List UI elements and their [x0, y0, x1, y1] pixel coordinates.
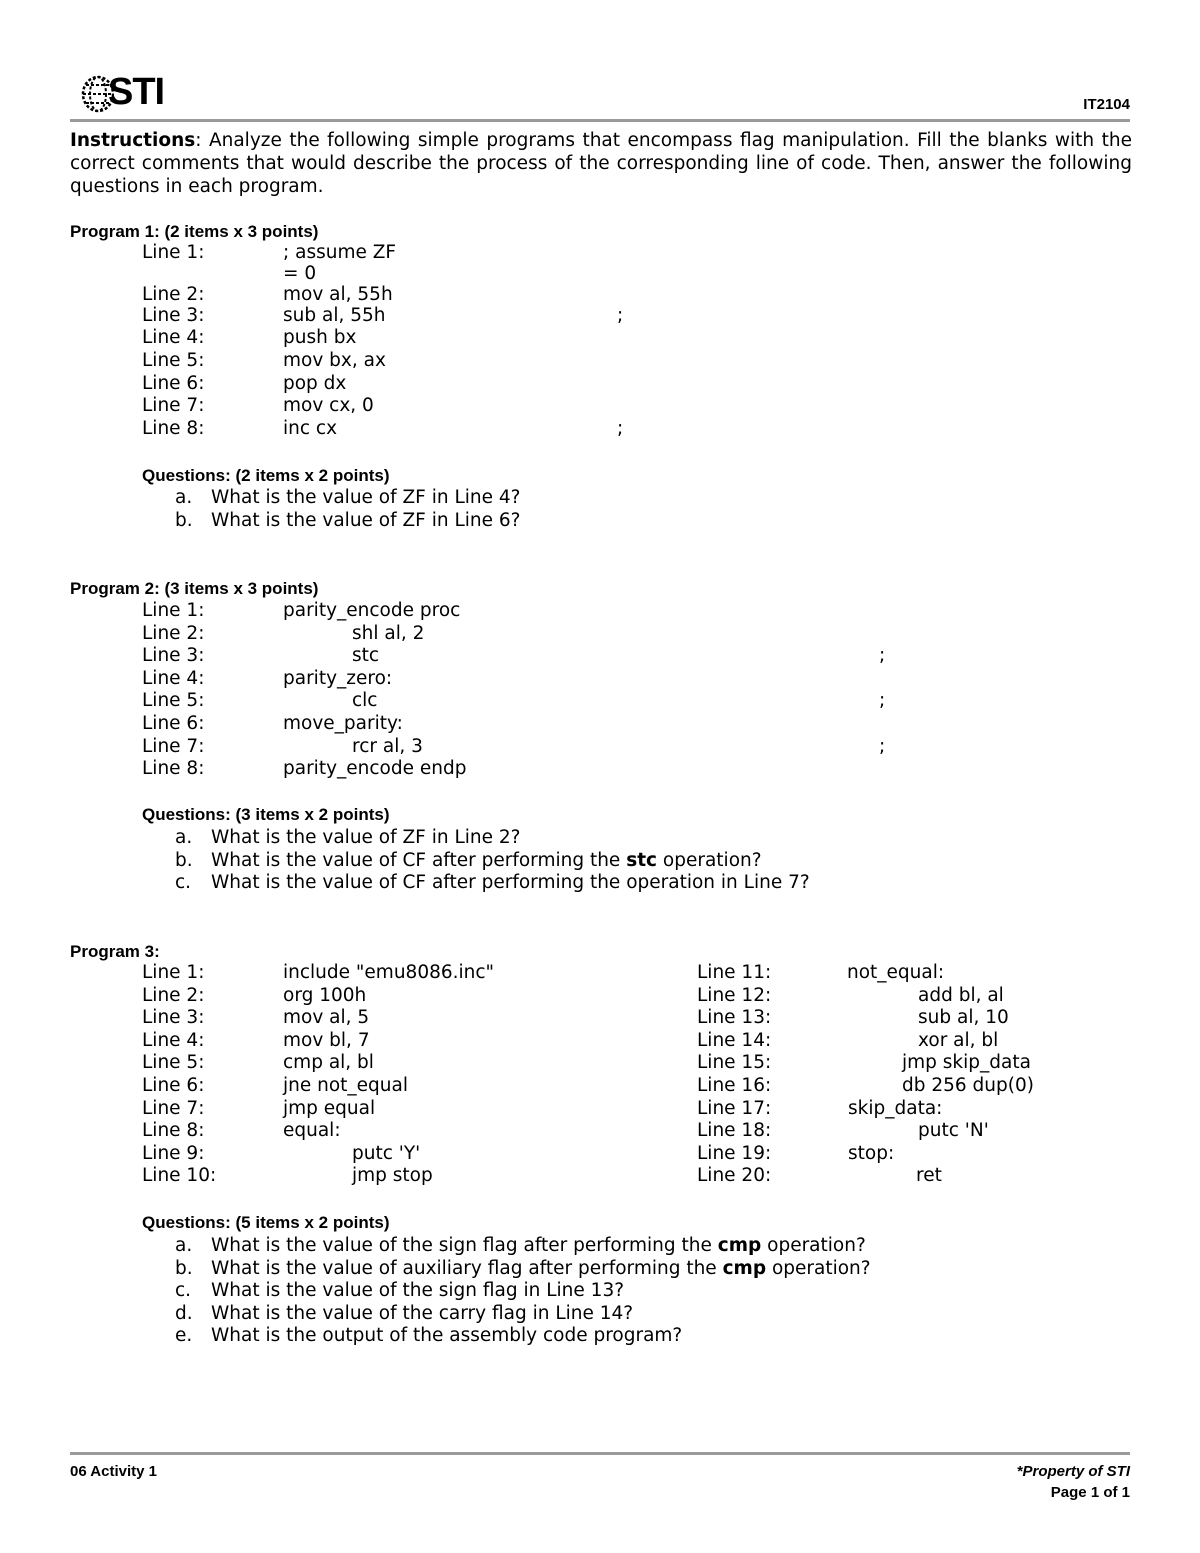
- code-line-code-cont: = 0: [283, 263, 317, 284]
- code-line-code: mov bl, 7: [283, 1029, 370, 1051]
- question-text-pre: What is the value of the sign flag after performing the: [211, 1235, 718, 1256]
- code-line-label: Line 17:: [697, 1097, 772, 1119]
- question-letter: a.: [175, 487, 193, 508]
- code-line-code: putc 'N': [918, 1120, 989, 1142]
- question-letter: c.: [175, 1280, 192, 1302]
- code-line-label: Line 16:: [697, 1075, 772, 1096]
- code-line-code: stop:: [848, 1142, 895, 1164]
- code-line-label: Line 7:: [142, 1097, 205, 1119]
- code-line-code: push bx: [283, 327, 357, 348]
- code-line-label: Line 15:: [697, 1052, 772, 1074]
- code-line-code: pop dx: [283, 373, 347, 394]
- question-letter: b.: [175, 1257, 193, 1279]
- code-line-code: jmp skip_data: [902, 1052, 1031, 1074]
- code-line-label: Line 13:: [697, 1007, 772, 1029]
- code-line-label: Line 8:: [142, 758, 205, 780]
- code-line-code: add bl, al: [918, 984, 1004, 1006]
- program2-title: Program 2: (3 items x 3 points): [70, 579, 319, 598]
- sti-logo: [80, 71, 166, 114]
- code-line-label: Line 8:: [142, 1120, 205, 1142]
- code-line-label: Line 8:: [142, 418, 205, 439]
- code-line-label: Line 4:: [142, 327, 205, 348]
- code-line-label: Line 5:: [142, 1052, 205, 1074]
- instructions-label: Instructions: [70, 130, 196, 151]
- comment-blank: ;: [617, 418, 624, 439]
- question-text-post: operation?: [657, 849, 762, 871]
- code-line-code: include "emu8086.inc": [283, 962, 495, 983]
- question-text-pre: What is the value of auxiliary flag after performing the: [211, 1257, 723, 1279]
- program2-questions-title: Questions: (3 items x 2 points): [142, 805, 390, 824]
- code-line-label: Line 3:: [142, 305, 205, 326]
- code-line-label: Line 3:: [142, 645, 205, 667]
- question-text-post: operation?: [761, 1235, 866, 1256]
- code-line-code: jne not_equal: [283, 1075, 409, 1096]
- code-line-code: not_equal:: [847, 962, 945, 983]
- code-line-label: Line 20:: [697, 1165, 772, 1187]
- comment-blank: ;: [879, 645, 886, 667]
- question-text: What is the value of ZF in Line 2?: [211, 827, 521, 848]
- code-line-code: jmp stop: [352, 1165, 433, 1187]
- code-line-code: sub al, 10: [918, 1007, 1009, 1029]
- code-line-label: Line 7:: [142, 735, 205, 757]
- question-letter: c.: [175, 872, 192, 894]
- question-keyword: cmp: [722, 1257, 767, 1279]
- code-line-code: sub al, 55h: [283, 305, 386, 326]
- code-line-label: Line 19:: [697, 1142, 772, 1164]
- question-keyword: cmp: [717, 1235, 762, 1256]
- question-text-pre: What is the value of CF after performing the: [211, 849, 627, 871]
- code-line-code: move_parity:: [283, 713, 403, 734]
- question-letter: b.: [175, 849, 193, 871]
- footer-property: *Property of STI: [1016, 1463, 1130, 1480]
- code-line-label: Line 1:: [142, 600, 205, 621]
- footer-page: Page 1 of 1: [1050, 1484, 1130, 1501]
- question-text: What is the value of ZF in Line 4?: [211, 487, 521, 508]
- code-line-code: clc: [352, 690, 378, 712]
- code-line-label: Line 1:: [142, 242, 205, 263]
- comment-blank: ;: [617, 305, 624, 326]
- logo-text: STI: [108, 71, 165, 113]
- question-letter: a.: [175, 827, 193, 848]
- code-line-label: Line 4:: [142, 667, 205, 689]
- code-line-code: org 100h: [283, 984, 367, 1006]
- code-line-code: jmp equal: [283, 1097, 376, 1119]
- code-line-label: Line 2:: [142, 284, 205, 305]
- code-line-code: parity_zero:: [283, 667, 393, 689]
- question-letter: d.: [175, 1302, 193, 1324]
- code-line-label: Line 2:: [142, 984, 205, 1006]
- code-line-label: Line 10:: [142, 1165, 217, 1187]
- code-line-label: Line 6:: [142, 1075, 205, 1096]
- code-line-label: Line 3:: [142, 1007, 205, 1029]
- code-line-code: ; assume ZF: [283, 242, 397, 263]
- course-code: IT2104: [1083, 96, 1130, 113]
- code-line-label: Line 6:: [142, 373, 205, 394]
- instructions-text: : Analyze the following simple programs that encompass flag manipulation. Fill the blanks with the correct comments that would describe the process of the corresponding line of code. Then, answer the following questions in each program.: [70, 130, 1132, 197]
- code-line-code: putc 'Y': [352, 1142, 421, 1164]
- question-text: [211, 1258, 871, 1281]
- comment-blank: ;: [879, 735, 886, 757]
- question-text: What is the value of the sign flag in Line 13?: [211, 1280, 625, 1302]
- question-text: What is the output of the assembly code program?: [211, 1325, 683, 1347]
- code-line-code: stc: [352, 645, 380, 667]
- code-line-code: mov al, 55h: [283, 284, 393, 305]
- code-line-label: Line 6:: [142, 713, 205, 734]
- question-letter: b.: [175, 510, 193, 531]
- program3-title: Program 3:: [70, 942, 160, 961]
- question-text: What is the value of CF after performing the operation in Line 7?: [211, 872, 810, 894]
- code-line-code: ret: [916, 1165, 942, 1187]
- code-line-label: Line 7:: [142, 395, 205, 416]
- code-line-label: Line 2:: [142, 622, 205, 644]
- code-line-code: cmp al, bl: [283, 1052, 374, 1074]
- code-line-code: skip_data:: [848, 1097, 943, 1119]
- code-line-label: Line 18:: [697, 1120, 772, 1142]
- code-line-label: Line 11:: [697, 962, 772, 983]
- question-text: What is the value of the carry flag in Line 14?: [211, 1302, 634, 1324]
- code-line-label: Line 9:: [142, 1142, 205, 1164]
- question-keyword: stc: [626, 849, 658, 871]
- code-line-label: Line 14:: [697, 1029, 772, 1051]
- code-line-code: shl al, 2: [352, 622, 425, 644]
- code-line-code: rcr al, 3: [352, 735, 423, 757]
- question-text: [211, 850, 762, 873]
- code-line-code: parity_encode endp: [283, 758, 467, 780]
- question-letter: e.: [175, 1325, 193, 1347]
- question-text: What is the value of ZF in Line 6?: [211, 510, 521, 531]
- code-line-code: db 256 dup(0): [902, 1075, 1034, 1096]
- program1-questions-title: Questions: (2 items x 2 points): [142, 466, 390, 485]
- code-line-code: parity_encode proc: [283, 600, 461, 621]
- code-line-code: mov bx, ax: [283, 350, 386, 371]
- instructions: [70, 129, 1132, 198]
- code-line-code: xor al, bl: [918, 1029, 999, 1051]
- program1-title: Program 1: (2 items x 3 points): [70, 222, 319, 241]
- footer-divider: [70, 1452, 1130, 1455]
- code-line-label: Line 12:: [697, 984, 772, 1006]
- footer-activity: 06 Activity 1: [70, 1463, 157, 1480]
- question-text-post: operation?: [766, 1257, 871, 1279]
- code-line-code: mov al, 5: [283, 1007, 370, 1029]
- header-divider: [70, 119, 1130, 122]
- code-line-label: Line 1:: [142, 962, 205, 983]
- program3-questions-title: Questions: (5 items x 2 points): [142, 1213, 390, 1232]
- code-line-code: inc cx: [283, 418, 338, 439]
- code-line-label: Line 5:: [142, 690, 205, 712]
- question-letter: a.: [175, 1235, 193, 1256]
- comment-blank: ;: [879, 690, 886, 712]
- question-text: [211, 1235, 866, 1258]
- code-line-code: mov cx, 0: [283, 395, 374, 416]
- code-line-label: Line 5:: [142, 350, 205, 371]
- code-line-code: equal:: [283, 1120, 341, 1142]
- code-line-label: Line 4:: [142, 1029, 205, 1051]
